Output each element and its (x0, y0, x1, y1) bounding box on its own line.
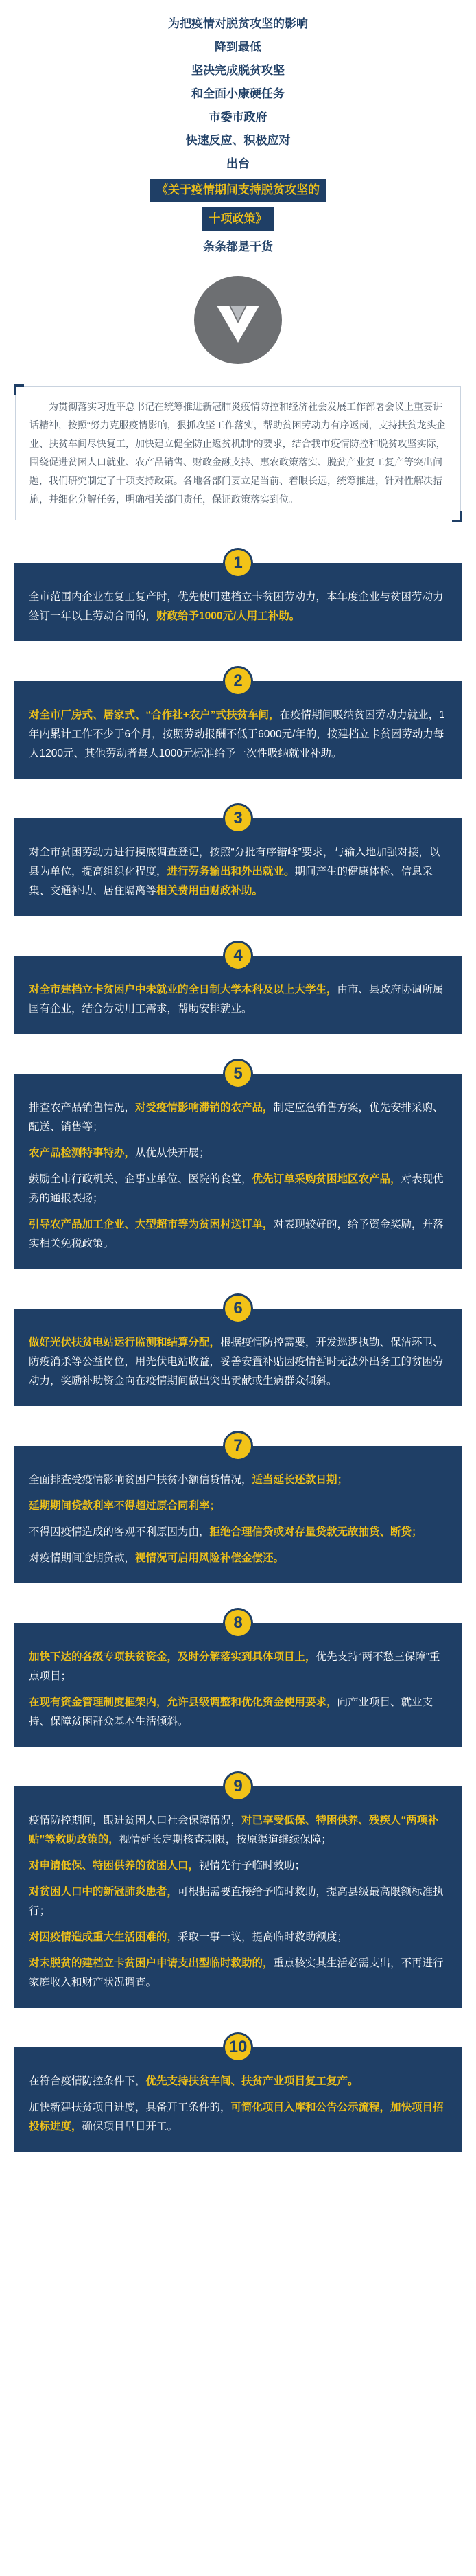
policy-title-wrap (14, 205, 462, 233)
section-gap (0, 2008, 476, 2032)
section-number-badge: 2 (223, 666, 253, 696)
highlight-text: 相关费用由财政补助。 (156, 885, 263, 897)
body-text: 在符合疫情防控条件下， (29, 2075, 146, 2087)
body-text: 可根据需要直接给予临时救助，提高县级最高限额标准执行； (29, 1886, 444, 1917)
policy-title-line: 《关于疫情期间支持脱贫攻坚的 (150, 179, 326, 202)
body-text: 优先支持“两不愁三保障”重点项目； (29, 1651, 440, 1682)
body-text: 对疫情期间逾期贷款， (29, 1552, 136, 1564)
highlight-text: 对未脱贫的建档立卡贫困户申请支出型临时救助的， (29, 1957, 274, 1969)
policy-section (14, 1771, 462, 2008)
policy-section (14, 1059, 462, 1269)
section-paragraph (29, 1523, 447, 1542)
section-number-badge: 6 (223, 1293, 253, 1324)
highlight-text: 对全市厂房式、居家式、“合作社+农户”式扶贫车间， (29, 709, 280, 721)
highlight-text: 对受疫情影响滞销的农产品， (135, 1102, 274, 1114)
section-card (14, 1446, 462, 1583)
section-gap (0, 779, 476, 803)
section-badge-row (14, 1059, 462, 1089)
intro-box (15, 386, 461, 520)
section-paragraph (29, 1811, 447, 1850)
header (0, 0, 476, 268)
section-badge-row (14, 1293, 462, 1324)
policy-title-line: 十项政策》 (202, 207, 274, 231)
highlight-text: 引导农产品加工企业、大型超市等为贫困村送订单， (29, 1219, 274, 1230)
section-badge-row (14, 666, 462, 696)
body-text: 对表现较好的，给予资金奖励，并落实相关免税政策。 (29, 1219, 444, 1250)
highlight-text: 农产品检测特事特办， (29, 1147, 136, 1159)
highlight-text: 对全市建档立卡贫困户中未就业的全日制大学本科及以上大学生， (29, 984, 337, 996)
header-line: 市委市政府 (209, 111, 267, 124)
header-line: 为把疫情对脱贫攻坚的影响 (168, 17, 308, 30)
section-badge-row (14, 941, 462, 971)
section-number-badge: 4 (223, 941, 253, 971)
body-text: 由市、县政府协调所属国有企业，结合劳动用工需求，帮助安排就业。 (29, 984, 444, 1015)
section-paragraph (29, 980, 447, 1019)
section-number-badge: 7 (223, 1431, 253, 1461)
body-text: 期间产生的健康体检、信息采集、交通补助、居住隔离等 (29, 866, 433, 897)
policy-section (14, 1431, 462, 1583)
body-text: 不得因疫情造成的客观不利原因为由， (29, 1526, 210, 1538)
policy-section (14, 2032, 462, 2152)
header-line: 坚决完成脱贫攻坚 (191, 64, 285, 77)
header-line: 降到最低 (215, 41, 261, 54)
section-gap (0, 1034, 476, 1059)
section-paragraph (29, 706, 447, 763)
section-paragraph (29, 1549, 447, 1568)
body-text: 全面排查受疫情影响贫困户扶贫小额信贷情况， (29, 1474, 252, 1486)
policy-title-wrap (14, 176, 462, 205)
body-text: 视情先行予临时救助； (199, 1860, 306, 1872)
highlight-text: 对申请低保、特困供养的贫困人口， (29, 1860, 200, 1872)
logo-wrap (0, 268, 476, 371)
bottom-spacer (0, 2152, 476, 2176)
section-gap (0, 641, 476, 666)
body-text: 采取一事一议，提高临时救助额度； (178, 1931, 348, 1943)
intro-text: 为贯彻落实习近平总书记在统筹推进新冠肺炎疫情防控和经济社会发展工作部署会议上重要讲话精神，按照“努力克服疫情影响，狠抓攻坚工作落实，帮助贫困劳动力有序返岗，支持扶贫龙头企业、扶贫车间尽快复工，加快建立健全防止返贫机制”的要求，结合我市疫情防控和脱贫攻坚实际，围绕促进贫困人口就业、农产品销售、财政金融支持、惠农政策落实、脱贫产业复工复产等突出问题，我们研究制定了十项支持政策。各地各部门要立足当前、着眼长远，统筹推进，针对性解决措施，并细化分解任务，明确相关部门责任，保证政策落实到位。 (29, 401, 446, 505)
highlight-text: 优先支持扶贫车间、扶贫产业项目复工复产。 (145, 2075, 359, 2087)
policy-section (14, 548, 462, 641)
header-line: 快速反应、积极应对 (185, 134, 291, 147)
section-number-badge: 8 (223, 1608, 253, 1638)
highlight-text: 适当延长还款日期； (252, 1474, 348, 1486)
highlight-text: 视情况可启用风险补偿金偿还。 (135, 1552, 285, 1564)
policy-section (14, 803, 462, 916)
highlight-text: 对因疫情造成重大生活困难的， (29, 1931, 178, 1943)
section-paragraph (29, 1883, 447, 1921)
policy-section (14, 666, 462, 779)
section-paragraph (29, 1928, 447, 1947)
highlight-text: 做好光伏扶贫电站运行监测和结算分配， (29, 1337, 221, 1348)
body-text: 在疫情期间吸纳贫困劳动力就业，1年内累计工作不少于6个月，按照劳动报酬不低于6000元/年的，按建档立卡贫困劳动力每人1200元、其他劳动者每人1000元标准给予一次性吸纳就业补助。 (29, 709, 445, 759)
body-text: 确保项目早日开工。 (82, 2121, 178, 2132)
body-text: 根据疫情防控需要，开发巡逻执勤、保洁环卫、防疫消杀等公益岗位，用光伏电站收益，妥善安置补贴因疫情暂时无法外出务工的贫困劳动力，奖励补助资金向在疫情期间做出突出贡献或生病群众倾斜。 (29, 1337, 444, 1387)
section-card (14, 1623, 462, 1747)
body-text: 鼓励全市行政机关、企事业单位、医院的食堂， (29, 1173, 252, 1185)
policy-section (14, 941, 462, 1034)
highlight-text: 延期期间贷款利率不得超过原合同利率； (29, 1500, 221, 1512)
section-badge-row (14, 2032, 462, 2062)
section-gap (0, 1406, 476, 1431)
highlight-text: 加快下达的各级专项扶贫资金，及时分解落实到具体项目上， (29, 1651, 316, 1663)
section-paragraph (29, 1099, 447, 1137)
section-number-badge: 9 (223, 1771, 253, 1802)
section-paragraph (29, 1856, 447, 1876)
section-badge-row (14, 1771, 462, 1802)
section-badge-row (14, 548, 462, 578)
body-text: 对表现优秀的通报表扬； (29, 1173, 444, 1204)
section-gap (0, 1747, 476, 1771)
highlight-text: 优先订单采购贫困地区农产品， (252, 1173, 401, 1185)
highlight-text: 财政给予1000元/人用工补助。 (156, 610, 300, 622)
section-gap (0, 916, 476, 941)
section-paragraph (29, 588, 447, 626)
highlight-text: 可简化项目入库和公告公示流程，加快项目招投标进度， (29, 2102, 444, 2132)
check-chevron-icon (194, 276, 282, 364)
body-text: 从优从快开展； (135, 1147, 210, 1159)
body-text: 向产业项目、就业支持、保障贫困群众基本生活倾斜。 (29, 1697, 433, 1727)
highlight-text: 对贫困人口中的新冠肺炎患者， (29, 1886, 178, 1898)
section-gap (0, 1269, 476, 1293)
policy-section (14, 1608, 462, 1747)
highlight-text: 在现有资金管理制度框架内，允许县级调整和优化资金使用要求， (29, 1697, 337, 1708)
section-paragraph (29, 1954, 447, 1992)
section-paragraph (29, 1333, 447, 1391)
body-text: 视情延长定期核查期限，按原渠道继续保障； (119, 1834, 332, 1845)
highlight-text: 对已享受低保、特困供养、残疾人“两项补贴”等救助政策的， (29, 1815, 438, 1845)
section-number-badge: 5 (223, 1059, 253, 1089)
highlight-text: 拒绝合理信贷或对存量贷款无故抽贷、断贷； (209, 1526, 423, 1538)
section-badge-row (14, 803, 462, 833)
section-number-badge: 1 (223, 548, 253, 578)
section-card (14, 1074, 462, 1269)
section-gap (0, 1583, 476, 1608)
section-paragraph (29, 843, 447, 901)
section-paragraph (29, 2098, 447, 2137)
body-text: 加快新建扶贫项目进度，具备开工条件的， (29, 2102, 231, 2113)
section-badge-row (14, 1431, 462, 1461)
section-number-badge: 10 (223, 2032, 253, 2062)
body-text: 全市范围内企业在复工复产时，优先使用建档立卡贫困劳动力，本年度企业与贫困劳动力签订一年以上劳动合同的， (29, 591, 444, 622)
header-note: 条条都是干货 (203, 240, 273, 253)
header-line: 出台 (226, 157, 250, 170)
header-line: 和全面小康硬任务 (191, 87, 285, 100)
section-paragraph (29, 1693, 447, 1732)
section-paragraph (29, 2072, 447, 2091)
section-paragraph (29, 1144, 447, 1163)
highlight-text: 进行劳务输出和外出就业。 (167, 866, 295, 877)
body-text: 制定应急销售方案，优先安排采购、配送、销售等； (29, 1102, 444, 1133)
policy-section (14, 1293, 462, 1406)
section-number-badge: 3 (223, 803, 253, 833)
section-paragraph (29, 1648, 447, 1686)
section-paragraph (29, 1471, 447, 1490)
body-text: 重点核实其生活必需支出，不再进行家庭收入和财产状况调查。 (29, 1957, 444, 1988)
section-paragraph (29, 1170, 447, 1208)
body-text: 排查农产品销售情况， (29, 1102, 136, 1114)
body-text: 对全市贫困劳动力进行摸底调查登记，按照“分批有序错峰”要求，与输入地加强对接，以县为单位，提高组织化程度， (29, 847, 440, 877)
section-card (14, 2047, 462, 2152)
section-paragraph (29, 1215, 447, 1254)
policy-sections (0, 548, 476, 2152)
section-paragraph (29, 1497, 447, 1516)
body-text: 疫情防控期间，跟进贫困人口社会保障情况， (29, 1815, 242, 1826)
section-badge-row (14, 1608, 462, 1638)
section-card (14, 1786, 462, 2008)
